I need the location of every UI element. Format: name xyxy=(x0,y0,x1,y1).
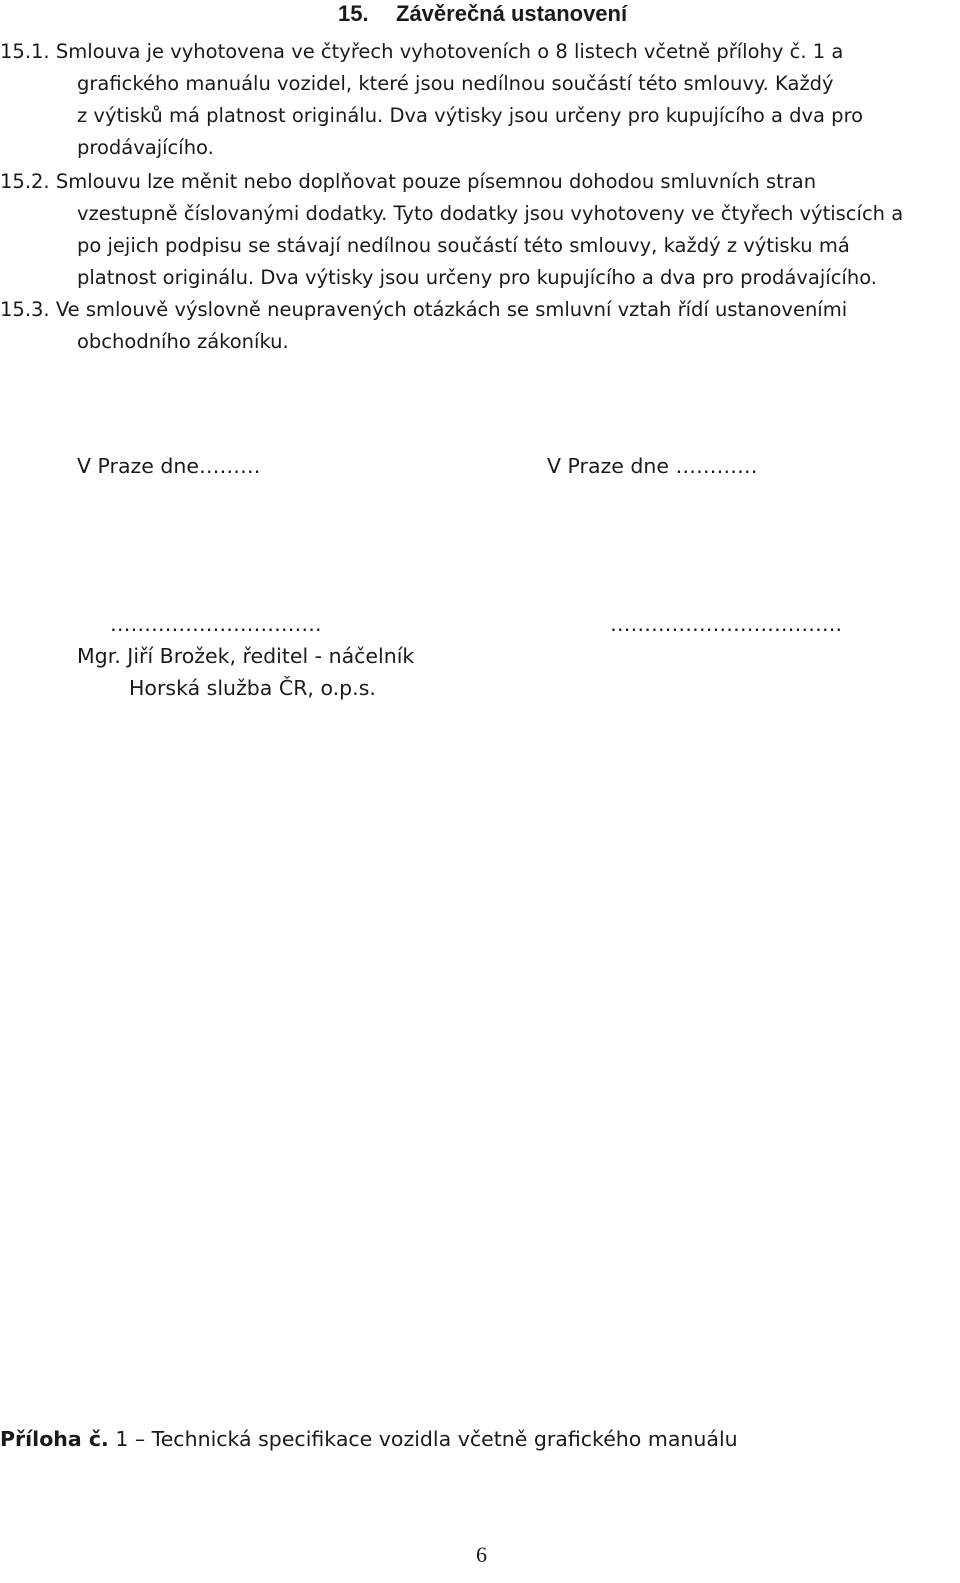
appendix-number: 1 xyxy=(115,1427,129,1451)
appendix-note xyxy=(0,1423,738,1455)
clause-text: Smlouva je vyhotovena ve čtyřech vyhotoveních o 8 listech včetně přílohy č. 1 a xyxy=(55,40,844,63)
section-title: Závěrečná ustanovení xyxy=(396,1,628,26)
right-place-date: V Praze dne ………… xyxy=(547,454,758,478)
left-signatory-name: Mgr. Jiří Brožek, ředitel - náčelník xyxy=(77,644,415,668)
clause-15-2-line-3: po jejich podpisu se stávají nedílnou součástí této smlouvy, každý z výtisku má xyxy=(77,234,850,257)
left-signatory-organization: Horská služba ČR, o.p.s. xyxy=(129,676,376,700)
clause-15-2-line-2: vzestupně číslovanými dodatky. Tyto dodatky jsou vyhotoveny ve čtyřech výtiscích a xyxy=(77,202,904,225)
appendix-label: Příloha č. xyxy=(0,1427,109,1451)
clause-text: Ve smlouvě výslovně neupravených otázkách se smluvní vztah řídí ustanoveními xyxy=(55,298,848,321)
left-place-date: V Praze dne……… xyxy=(77,454,261,478)
right-signature-line: ……………………………. xyxy=(610,612,843,636)
clause-15-1-line-1 xyxy=(0,36,843,68)
section-number: 15. xyxy=(338,1,369,26)
clause-text: Smlouvu lze měnit nebo doplňovat pouze písemnou dohodou smluvních stran xyxy=(55,170,817,193)
clause-number: 15.2. xyxy=(0,170,50,193)
page-number: 6 xyxy=(476,1542,487,1567)
clause-15-3-line-2: obchodního zákoníku. xyxy=(77,330,289,353)
left-signature-line: …………………………. xyxy=(110,612,322,636)
clause-15-2-line-1 xyxy=(0,166,816,198)
clause-number: 15.3. xyxy=(0,298,50,321)
clause-15-2-line-4: platnost originálu. Dva výtisky jsou určeny pro kupujícího a dva pro prodávajícího. xyxy=(77,266,877,289)
section-heading xyxy=(338,0,627,28)
clause-number: 15.1. xyxy=(0,40,50,63)
clause-15-1-line-4: prodávajícího. xyxy=(77,136,214,159)
clause-15-1-line-3: z výtisků má platnost originálu. Dva výtisky jsou určeny pro kupujícího a dva pro xyxy=(77,104,864,127)
appendix-text: – Technická specifikace vozidla včetně grafického manuálu xyxy=(134,1427,738,1451)
clause-15-3-line-1 xyxy=(0,294,847,326)
clause-15-1-line-2: grafického manuálu vozidel, které jsou nedílnou součástí této smlouvy. Každý xyxy=(77,72,834,95)
